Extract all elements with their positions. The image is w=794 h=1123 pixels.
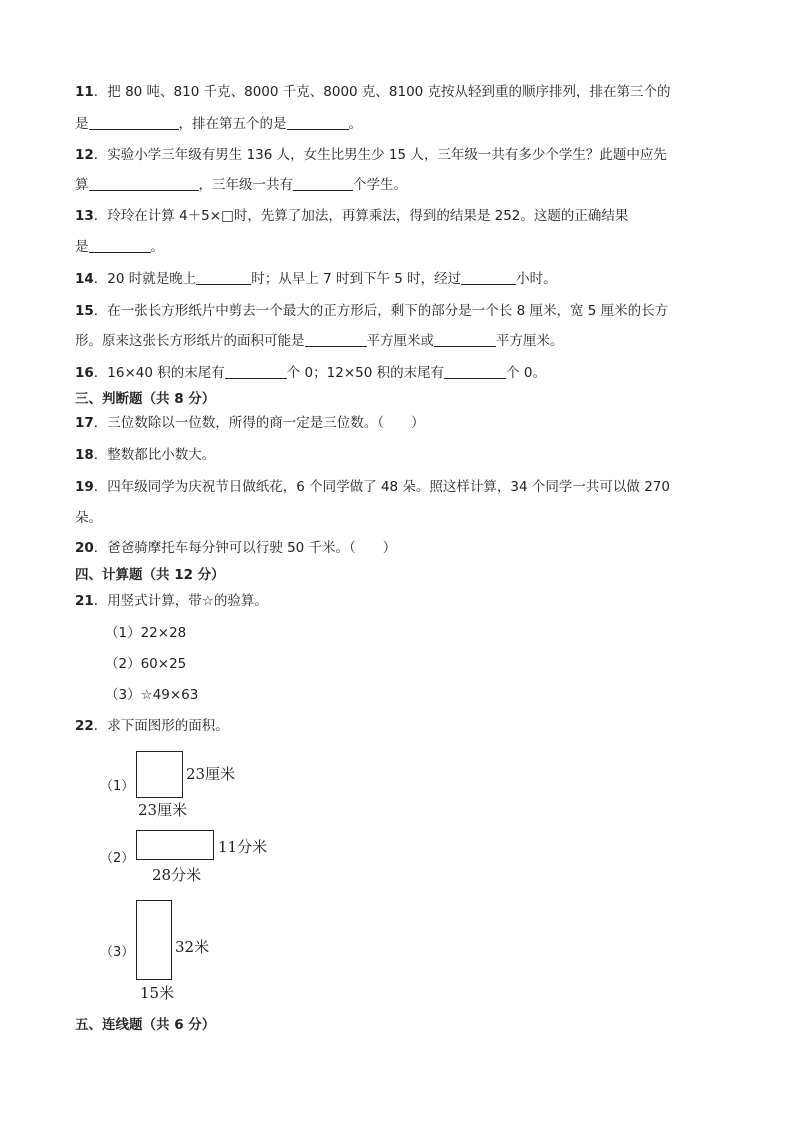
answer-blank[interactable] <box>461 270 516 285</box>
answer-blank[interactable] <box>293 176 353 191</box>
section-heading-calculation: 四、计算题（共 12 分） <box>75 567 225 583</box>
answer-blank[interactable] <box>287 115 349 130</box>
answer-blank[interactable] <box>196 270 251 285</box>
figure-2-index: （2） <box>100 851 135 866</box>
answer-blank[interactable] <box>89 115 179 130</box>
question-21-item: （3）☆49×63 <box>105 687 199 703</box>
question-22: 22．求下面图形的面积。 <box>75 718 229 734</box>
question-17: 17．三位数除以一位数，所得的商一定是三位数。（ ） <box>75 415 425 431</box>
question-14: 14．20 时就是晚上 时；从早上 7 时到下午 5 时，经过 小时。 <box>75 271 557 287</box>
question-13-line2: 是 。 <box>75 239 164 255</box>
question-21: 21．用竖式计算，带☆的验算。 <box>75 593 268 609</box>
answer-blank[interactable] <box>434 332 496 347</box>
question-16: 16．16×40 积的末尾有 个 0；12×50 积的末尾有 个 0。 <box>75 365 546 381</box>
answer-blank[interactable] <box>89 238 151 253</box>
figure-1-bottom-label: 23厘米 <box>138 801 188 819</box>
figure-3-bottom-label: 15米 <box>140 984 175 1002</box>
question-19-line2: 朵。 <box>75 510 102 526</box>
answer-blank[interactable] <box>225 364 287 379</box>
question-12-line2: 算 ，三年级一共有 个学生。 <box>75 177 407 193</box>
figure-2-bottom-label: 28分米 <box>152 866 202 884</box>
question-13-line1: 13．玲玲在计算 4＋5×□时，先算了加法，再算乘法，得到的结果是 252。这题的正确结果 <box>75 208 629 224</box>
figure-3-rectangle <box>136 900 172 980</box>
question-15-line1: 15．在一张长方形纸片中剪去一个最大的正方形后，剩下的部分是一个长 8 厘米，宽 5 厘米的长方 <box>75 303 669 319</box>
question-15-line2: 形。原来这张长方形纸片的面积可能是 平方厘米或 平方厘米。 <box>75 333 564 349</box>
question-12-line1: 12．实验小学三年级有男生 136 人，女生比男生少 15 人，三年级一共有多少个学生？此题中应先 <box>75 147 667 163</box>
figure-3-side-label: 32米 <box>175 938 210 956</box>
question-19-line1: 19．四年级同学为庆祝节日做纸花，6 个同学做了 48 朵。照这样计算，34 个同学一共可以做 270 <box>75 479 670 495</box>
answer-blank[interactable] <box>444 364 506 379</box>
figure-1-square <box>136 751 183 798</box>
question-11-line1: 11．把 80 吨、810 千克、8000 千克、8000 克、8100 克按从轻到重的顺序排列，排在第三个的 <box>75 84 671 100</box>
question-21-item: （1）22×28 <box>105 625 187 641</box>
figure-2-rectangle <box>136 830 214 860</box>
figure-3-index: （3） <box>100 945 135 960</box>
section-heading-judgment: 三、判断题（共 8 分） <box>75 391 216 407</box>
section-heading-matching: 五、连线题（共 6 分） <box>75 1017 216 1033</box>
answer-blank[interactable] <box>89 176 199 191</box>
answer-blank[interactable] <box>305 332 367 347</box>
question-18: 18．整数都比小数大。 <box>75 447 216 463</box>
question-11-line2: 是 ，排在第五个的是 。 <box>75 116 362 132</box>
question-20: 20．爸爸骑摩托车每分钟可以行驶 50 千米。（ ） <box>75 540 397 556</box>
figure-1-side-label: 23厘米 <box>186 765 236 783</box>
figure-2-side-label: 11分米 <box>218 838 268 856</box>
figure-1-index: （1） <box>100 779 135 794</box>
question-21-item: （2）60×25 <box>105 656 187 672</box>
